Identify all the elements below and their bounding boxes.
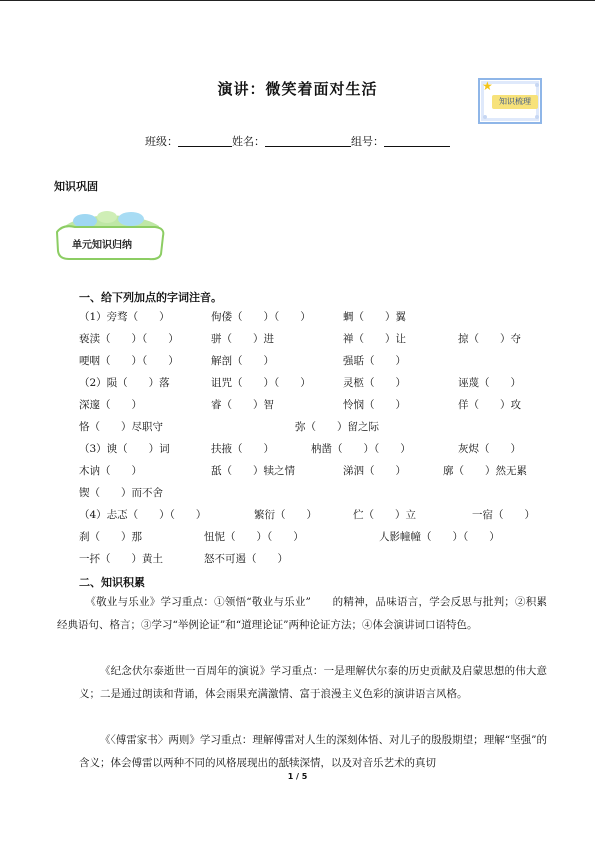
pinyin-item: （1）旁骛（ ）	[79, 311, 170, 323]
student-info-line	[0, 133, 595, 149]
corner-dot	[535, 115, 539, 119]
pinyin-item: 锲（ ）而不舍	[79, 487, 163, 499]
pinyin-item: （4）忐忑（ ）（ ）	[79, 509, 207, 521]
badge-text: 知识梳理	[492, 95, 538, 109]
group-blank[interactable]	[384, 134, 450, 147]
pinyin-item: 伫（ ）立	[353, 509, 416, 521]
heading-pinyin: 一、给下列加点的字词注音。	[79, 291, 222, 304]
pinyin-item: 一宿（ ）	[472, 509, 535, 521]
name-label: 姓名：	[232, 135, 265, 148]
paragraph: 《〈傅雷家书〉两则》学习重点：理解傅雷对人生的深刻体悟、对儿子的殷殷期望；理解“坚强”的含义；体会傅雷以两种不同的风格展现出的舐犊深情，以及对音乐艺术的真切	[79, 734, 547, 769]
pinyin-item: 灰烬（ ）	[458, 443, 521, 455]
pinyin-item: （3）谀（ ）词	[79, 443, 170, 455]
class-label: 班级：	[145, 135, 178, 148]
pinyin-item: 刹（ ）那	[79, 531, 142, 543]
pinyin-item: 人影幢幢（ ）（ ）	[379, 531, 500, 543]
pinyin-item: 枘凿（ ）（ ）	[311, 443, 411, 455]
heading-knowledge: 二、知识积累	[79, 576, 145, 589]
pinyin-item: 舐（ ）犊之情	[211, 465, 295, 477]
pinyin-item: 忸怩（ ）（ ）	[204, 531, 304, 543]
page-top-rule	[0, 0, 595, 1]
pinyin-item: 佝偻（ ）（ ）	[211, 311, 311, 323]
knowledge-badge	[478, 78, 542, 124]
name-blank[interactable]	[265, 134, 351, 147]
pinyin-item: 弥（ ）留之际	[295, 421, 379, 433]
pinyin-item: 蜩（ ）翼	[343, 311, 406, 323]
pinyin-item: 强聒（ ）	[343, 355, 406, 367]
pinyin-item: 诅咒（ ）（ ）	[211, 377, 311, 389]
corner-dot	[483, 115, 487, 119]
pinyin-item: 繁衍（ ）	[254, 509, 317, 521]
page-number: 1 / 5	[287, 772, 308, 781]
banner-label: 单元知识归纳	[72, 240, 132, 251]
class-blank[interactable]	[178, 134, 232, 147]
pinyin-item: 扶掖（ ）	[211, 443, 274, 455]
pinyin-item: 木讷（ ）	[79, 465, 142, 477]
pinyin-item: 深邃（ ）	[79, 399, 142, 411]
star-icon: ★	[482, 79, 493, 93]
pinyin-item: 一抔（ ）黄土	[79, 553, 163, 565]
pinyin-item: 亵渎（ ）（ ）	[79, 333, 179, 345]
pinyin-item: 涕泗（ ）	[343, 465, 406, 477]
pinyin-item: 骈（ ）进	[211, 333, 274, 345]
pinyin-item: 掠（ ）夺	[458, 333, 521, 345]
section-title: 知识巩固	[54, 180, 98, 193]
paragraph: 《敬业与乐业》学习重点：①领悟“敬业与乐业” 的精神，品味语言，学会反思与批判；②积累经典语句、格言；③学习“举例论证”和“道理论证”两种论证方法；④体会演讲词口语特色。	[57, 596, 547, 631]
paragraph: 《纪念伏尔泰逝世一百周年的演说》学习重点：一是理解伏尔泰的历史贡献及启蒙思想的伟大意义；二是通过朗读和背诵，体会雨果充满激情、富于浪漫主义色彩的演讲语言风格。	[79, 665, 547, 700]
pinyin-item: 廓（ ）然无累	[443, 465, 527, 477]
pinyin-item: 恪（ ）尽职守	[79, 421, 163, 433]
pinyin-item: 怒不可遏（ ）	[204, 553, 288, 565]
pinyin-item: 怜悯（ ）	[343, 399, 406, 411]
corner-dot	[535, 83, 539, 87]
page-title: 演讲：微笑着面对生活	[217, 80, 378, 98]
pinyin-item: 诬蔑（ ）	[458, 377, 521, 389]
pinyin-item: 哽咽（ ）（ ）	[79, 355, 179, 367]
pinyin-item: 解剖（ ）	[211, 355, 274, 367]
pinyin-item: 佯（ ）攻	[458, 399, 521, 411]
pinyin-item: 禅（ ）让	[343, 333, 406, 345]
pinyin-item: 睿（ ）智	[211, 399, 274, 411]
pinyin-item: 灵柩（ ）	[343, 377, 406, 389]
pinyin-item: （2）陨（ ）落	[79, 377, 170, 389]
group-label: 组号：	[351, 135, 384, 148]
